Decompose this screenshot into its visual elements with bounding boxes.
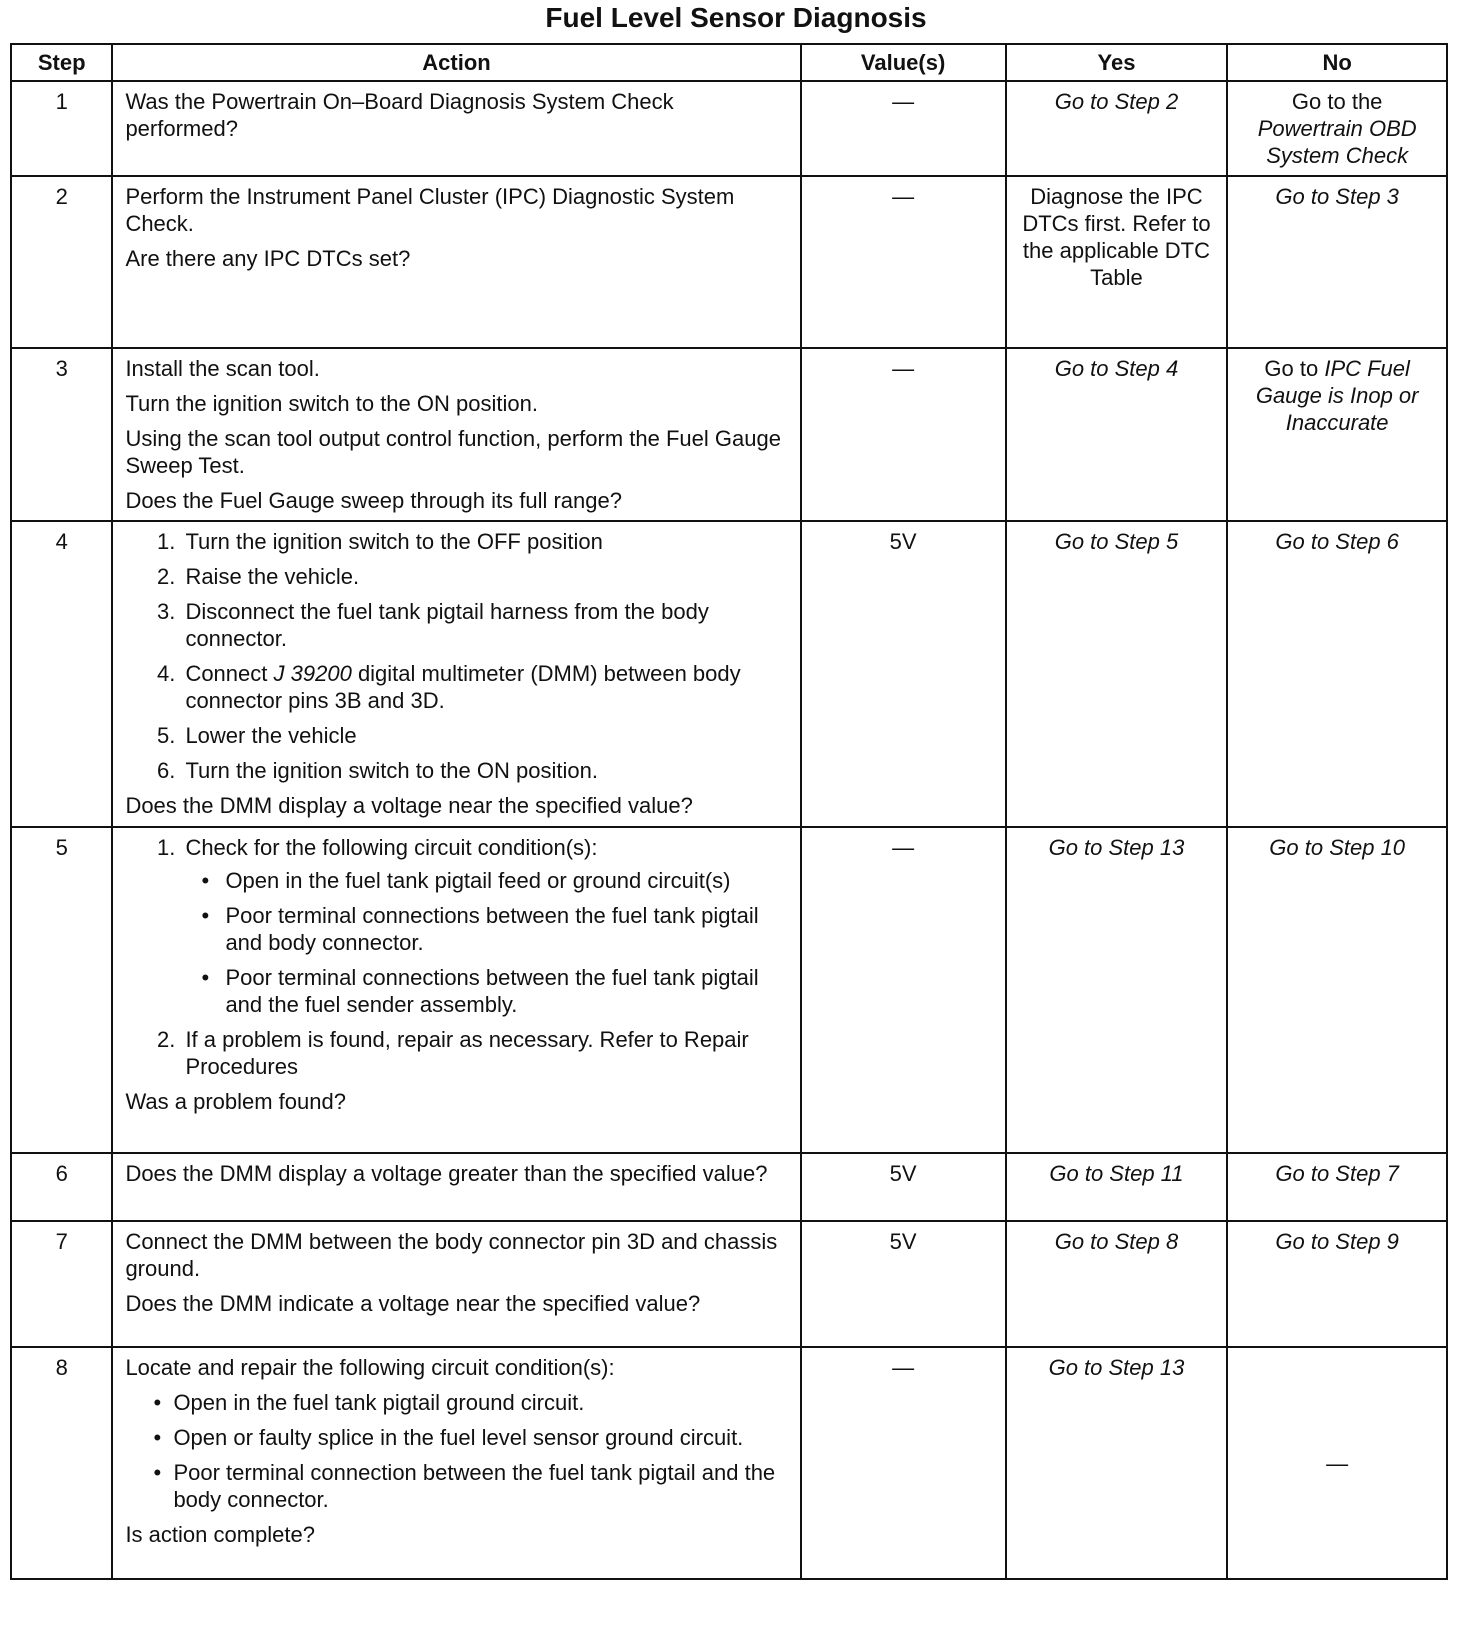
go-to-link[interactable]: Go to Step 13 — [1048, 835, 1185, 860]
bullet-item: • Open or faulty splice in the fuel level sensor ground circuit. — [173, 1424, 787, 1451]
header-values: Value(s) — [801, 44, 1006, 81]
yes-cell — [1006, 1347, 1228, 1579]
value-cell: — — [801, 827, 1006, 1153]
action-question: Is action complete? — [125, 1522, 315, 1547]
table-header-row — [11, 44, 1447, 81]
action-text: Are there any IPC DTCs set? — [125, 246, 411, 271]
bullet-item: • Poor terminal connections between the fuel tank pigtail and the fuel sender assembly. — [221, 964, 787, 1018]
yes-text: Diagnose the IPC DTCs first. Refer to the applicable DTC Table — [1022, 184, 1211, 290]
action-cell — [112, 81, 800, 176]
list-item: 2. Raise the vehicle. — [181, 563, 787, 590]
diagnosis-table — [10, 43, 1448, 1580]
yes-cell — [1006, 81, 1228, 176]
step-number: 6 — [11, 1153, 112, 1221]
numbered-list — [125, 834, 787, 1080]
table-row — [11, 176, 1447, 348]
go-to-link[interactable]: Powertrain OBD System Check — [1257, 116, 1417, 168]
go-to-link[interactable]: Go to Step 10 — [1269, 835, 1406, 860]
header-yes: Yes — [1006, 44, 1228, 81]
value-cell: — — [801, 348, 1006, 521]
bullet-list — [185, 867, 787, 1018]
action-text: Turn the ignition switch to the ON position. — [125, 391, 538, 416]
action-question: Does the DMM display a voltage near the specified value? — [125, 793, 693, 818]
list-item: 6. Turn the ignition switch to the ON position. — [181, 757, 787, 784]
step-number: 3 — [11, 348, 112, 521]
list-item: 2. If a problem is found, repair as necessary. Refer to Repair Procedures — [181, 1026, 787, 1080]
yes-cell — [1006, 1153, 1228, 1221]
action-question: Was a problem found? — [125, 1089, 346, 1114]
go-to-link[interactable]: Go to Step 4 — [1054, 356, 1179, 381]
go-to-link[interactable]: Go to Step 6 — [1275, 529, 1399, 554]
yes-cell — [1006, 1221, 1228, 1347]
table-row — [11, 81, 1447, 176]
action-text: Install the scan tool. — [125, 356, 320, 381]
list-item: 1. Turn the ignition switch to the OFF position — [181, 528, 787, 555]
value-cell: — — [801, 1347, 1006, 1579]
action-text: Does the Fuel Gauge sweep through its full range? — [125, 488, 622, 513]
no-cell: — — [1227, 1347, 1447, 1579]
table-row — [11, 521, 1447, 827]
value-cell: 5V — [801, 1153, 1006, 1221]
bullet-list — [125, 1389, 787, 1513]
step-number: 4 — [11, 521, 112, 827]
value-cell: 5V — [801, 521, 1006, 827]
action-text: Locate and repair the following circuit condition(s): — [125, 1355, 615, 1380]
action-text: Does the DMM indicate a voltage near the specified value? — [125, 1291, 701, 1316]
no-cell — [1227, 521, 1447, 827]
table-row — [11, 1153, 1447, 1221]
step-number: 2 — [11, 176, 112, 348]
yes-cell — [1006, 176, 1228, 348]
action-cell — [112, 176, 800, 348]
header-step: Step — [11, 44, 112, 81]
no-cell — [1227, 1153, 1447, 1221]
action-cell — [112, 348, 800, 521]
bullet-item: • Poor terminal connections between the fuel tank pigtail and body connector. — [221, 902, 787, 956]
list-item-text: Check for the following circuit condition(s): — [185, 835, 598, 860]
list-item — [181, 834, 787, 1018]
bullet-item: • Poor terminal connection between the fuel tank pigtail and the body connector. — [173, 1459, 787, 1513]
no-cell — [1227, 176, 1447, 348]
no-cell — [1227, 81, 1447, 176]
go-to-link[interactable]: Go to Step 3 — [1275, 184, 1399, 209]
list-item: 5. Lower the vehicle — [181, 722, 787, 749]
yes-cell — [1006, 521, 1228, 827]
step-number: 7 — [11, 1221, 112, 1347]
action-cell — [112, 827, 800, 1153]
no-cell — [1227, 348, 1447, 521]
tool-reference: J 39200 — [273, 661, 352, 686]
action-cell — [112, 521, 800, 827]
go-to-link[interactable]: Go to Step 7 — [1275, 1161, 1399, 1186]
bullet-item: • Open in the fuel tank pigtail feed or ground circuit(s) — [221, 867, 787, 894]
table-row — [11, 827, 1447, 1153]
action-cell — [112, 1347, 800, 1579]
list-item — [181, 660, 787, 714]
go-to-link[interactable]: Go to Step 8 — [1054, 1229, 1179, 1254]
action-text: Connect the DMM between the body connector pin 3D and chassis ground. — [125, 1229, 778, 1281]
go-to-link[interactable]: Go to Step 11 — [1049, 1161, 1184, 1186]
go-to-link[interactable]: Go to Step 9 — [1275, 1229, 1399, 1254]
numbered-list — [125, 528, 787, 784]
value-cell: — — [801, 176, 1006, 348]
no-prefix: Go to the — [1291, 89, 1383, 114]
list-item: 3. Disconnect the fuel tank pigtail harness from the body connector. — [181, 598, 787, 652]
header-action: Action — [112, 44, 800, 81]
value-cell: 5V — [801, 1221, 1006, 1347]
yes-cell — [1006, 827, 1228, 1153]
yes-cell — [1006, 348, 1228, 521]
bullet-item: • Open in the fuel tank pigtail ground circuit. — [173, 1389, 787, 1416]
list-item-text: Connect — [185, 661, 268, 686]
go-to-link[interactable]: Go to Step 5 — [1054, 529, 1179, 554]
table-row — [11, 1221, 1447, 1347]
action-text: Using the scan tool output control function, perform the Fuel Gauge Sweep Test. — [125, 426, 781, 478]
go-to-link[interactable]: Go to Step 13 — [1048, 1355, 1185, 1380]
go-to-link[interactable]: IPC Fuel Gauge is Inop or Inaccurate — [1255, 356, 1419, 435]
action-text: Perform the Instrument Panel Cluster (IPC) Diagnostic System Check. — [125, 184, 735, 236]
action-text: Does the DMM display a voltage greater than the specified value? — [125, 1161, 768, 1186]
action-cell — [112, 1153, 800, 1221]
no-cell — [1227, 827, 1447, 1153]
no-cell — [1227, 1221, 1447, 1347]
step-number: 5 — [11, 827, 112, 1153]
table-row — [11, 348, 1447, 521]
table-row — [11, 1347, 1447, 1579]
value-cell: — — [801, 81, 1006, 176]
step-number: 8 — [11, 1347, 112, 1579]
list-item-text: digital multimeter (DMM) between body connector pins 3B and 3D. — [185, 661, 741, 713]
header-no: No — [1227, 44, 1447, 81]
step-number: 1 — [11, 81, 112, 176]
no-prefix: Go to — [1264, 356, 1319, 381]
page-title: Fuel Level Sensor Diagnosis — [545, 2, 927, 33]
action-cell — [112, 1221, 800, 1347]
action-text: Was the Powertrain On–Board Diagnosis System Check performed? — [125, 89, 674, 141]
go-to-link[interactable]: Go to Step 2 — [1054, 89, 1179, 114]
